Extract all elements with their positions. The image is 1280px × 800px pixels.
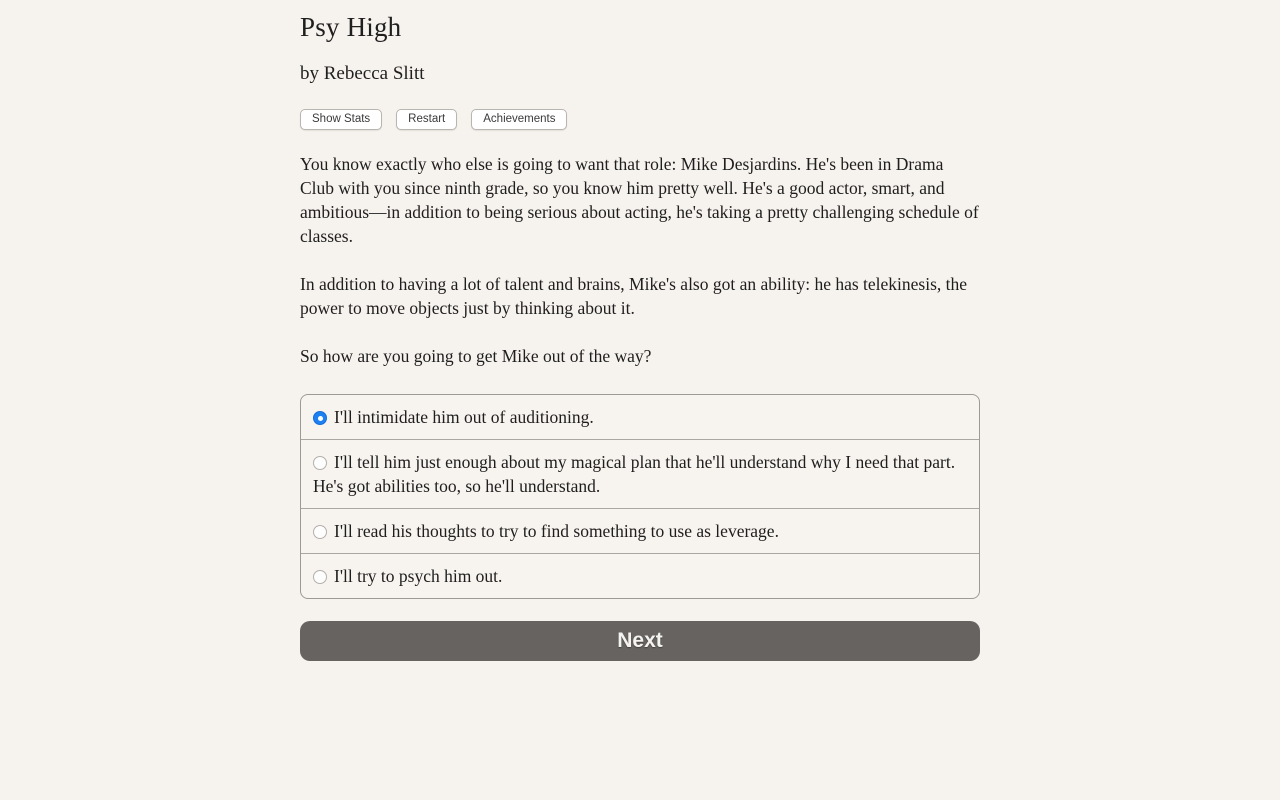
toolbar	[300, 109, 980, 130]
game-content	[300, 0, 980, 661]
story-paragraph: You know exactly who else is going to want that role: Mike Desjardins. He's been in Drama Club with you since ninth grade, so you know him pretty well. He's a good actor, smart, and ambitious—in addition to being serious about acting, he's taking a pretty challenging schedule of classes.	[300, 154, 979, 246]
radio-button-icon[interactable]	[313, 570, 327, 584]
choice-option-4[interactable]	[301, 554, 979, 598]
choice-option-label: I'll intimidate him out of auditioning.	[334, 407, 594, 427]
choice-option-2[interactable]	[301, 440, 979, 509]
choice-option-1[interactable]	[301, 395, 979, 440]
page-title: Psy High	[300, 12, 402, 42]
choice-option-label: I'll read his thoughts to try to find something to use as leverage.	[334, 521, 779, 541]
choice-option-label: I'll try to psych him out.	[334, 566, 503, 586]
choice-list	[300, 394, 980, 599]
choice-option-label: I'll tell him just enough about my magical plan that he'll understand why I need that part. He's got abilities too, so he'll understand.	[313, 452, 956, 496]
restart-button[interactable]: Restart	[396, 109, 457, 130]
author-byline: by Rebecca Slitt	[300, 63, 425, 84]
choice-option-3[interactable]	[301, 509, 979, 554]
achievements-button[interactable]: Achievements	[471, 109, 567, 130]
story-paragraph: So how are you going to get Mike out of the way?	[300, 346, 652, 366]
story-paragraph: In addition to having a lot of talent and brains, Mike's also got an ability: he has telekinesis, the power to move objects just by thinking about it.	[300, 274, 968, 318]
radio-button-icon[interactable]	[313, 525, 327, 539]
next-button[interactable]: Next	[300, 621, 980, 661]
show-stats-button[interactable]: Show Stats	[300, 109, 382, 130]
radio-button-icon[interactable]	[313, 411, 327, 425]
radio-button-icon[interactable]	[313, 456, 327, 470]
story-text	[300, 152, 980, 368]
